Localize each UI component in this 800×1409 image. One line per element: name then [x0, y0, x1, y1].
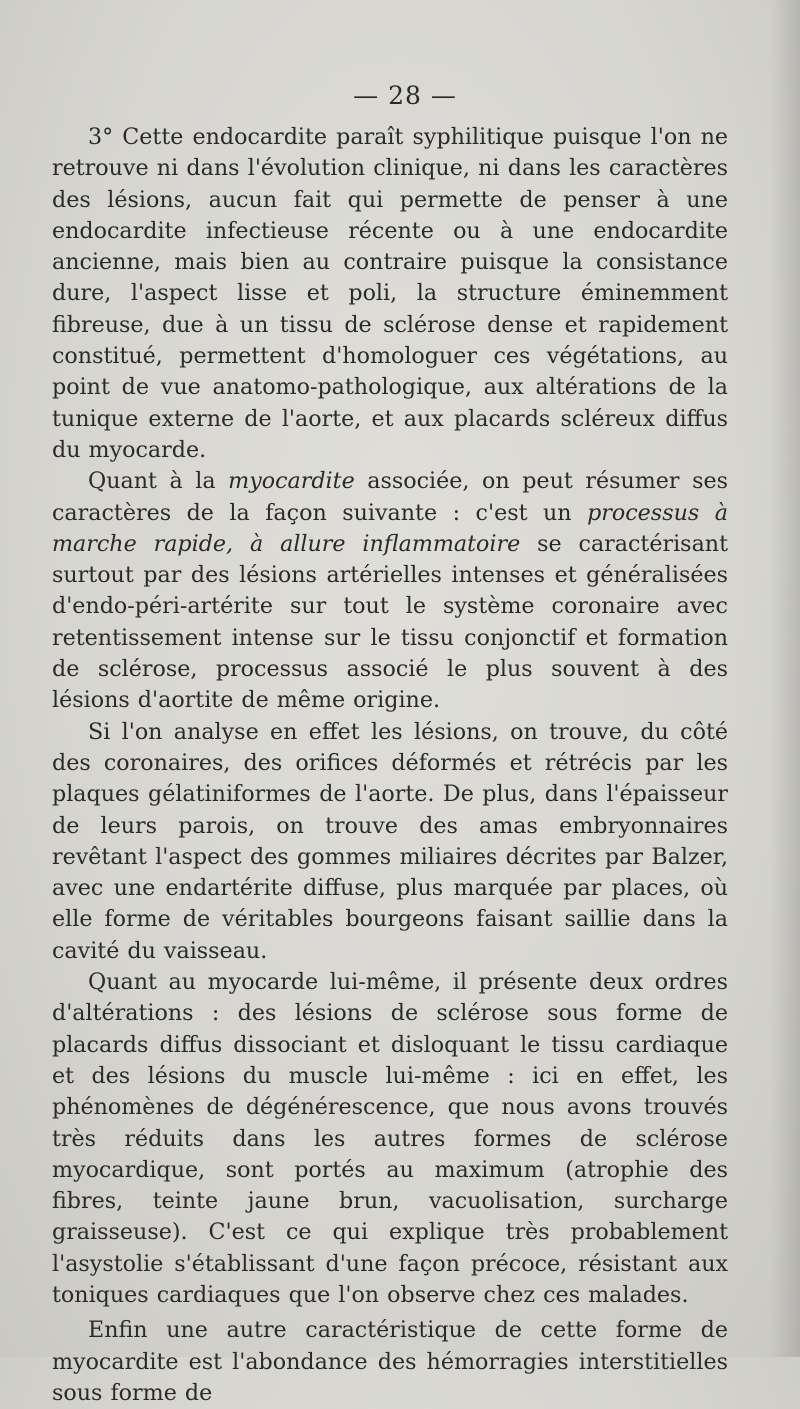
italic-term: myocardite: [228, 468, 355, 495]
book-page: [52, 80, 728, 1409]
paragraph-text: associée, on peut résumer ses caractères de la façon suivante : c'est un: [52, 468, 728, 526]
italic-term: processus à marche rapide, à allure inflammatoire: [52, 499, 728, 557]
page-number: — 28 —: [353, 81, 457, 110]
paragraph-3: [52, 717, 728, 967]
paragraph-2: [52, 466, 728, 716]
paragraph-text: Quant au myocarde lui-même, il présente deux ordres d'altérations : des lésions de sclérose sous forme de placards diffus dissociant et disloquant le tissu cardiaque et des lésions du muscle lui-même : ici en effet, les phénomènes de dégénérescence, que nous avons trouvés très réduits dans les autres formes de sclérose myocardique, sont portés au maximum (atrophie des fibres, teinte jaune brun, vacuolisation, surcharge graisseuse). C'est ce qui explique très probablement l'asystolie s'établissant d'une façon précoce, résistant aux toniques cardiaques que l'on observe chez ces malades.: [52, 969, 728, 1308]
paragraph-text: se caractérisant surtout par des lésions artérielles intenses et généralisées d'endo-péri-artérite sur tout le système coronaire avec retentissement intense sur le tissu conjonctif et formation de sclérose, processus associé le plus souvent à des lésions d'aortite de même origine.: [52, 530, 729, 714]
paragraph-text: Quant à la: [88, 468, 229, 495]
paragraph-4: [52, 967, 728, 1311]
paragraph-1: [52, 122, 728, 466]
paragraph-text: Enfin une autre caractéristique de cette forme de myocardite est l'abondance des hémorragies interstitielles sous forme de: [52, 1317, 728, 1406]
page-edge-shadow: [770, 0, 800, 1357]
paragraph-5: [52, 1315, 728, 1409]
paragraph-text: 3° Cette endocardite paraît syphilitique puisque l'on ne retrouve ni dans l'évolution clinique, ni dans les caractères des lésions, aucun fait qui permette de penser à une endocardite infectieuse récente ou à une endocardite ancienne, mais bien au contraire puisque la consistance dure, l'aspect lisse et poli, la structure éminemment fibreuse, due à un tissu de sclérose dense et rapidement constitué, permettent d'homologuer ces végétations, au point de vue anatomo-pathologique, aux altérations de la tunique externe de l'aorte, et aux placards scléreux diffus du myocarde.: [52, 124, 728, 463]
paragraph-text: Si l'on analyse en effet les lésions, on trouve, du côté des coronaires, des orifices déformés et rétrécis par les plaques gélatiniformes de l'aorte. De plus, dans l'épaisseur de leurs parois, on trouve des amas embryonnaires revêtant l'aspect des gommes miliaires décrites par Balzer, avec une endartérite diffuse, plus marquée par places, où elle forme de véritables bourgeons faisant saillie dans la cavité du vaisseau.: [52, 718, 728, 964]
